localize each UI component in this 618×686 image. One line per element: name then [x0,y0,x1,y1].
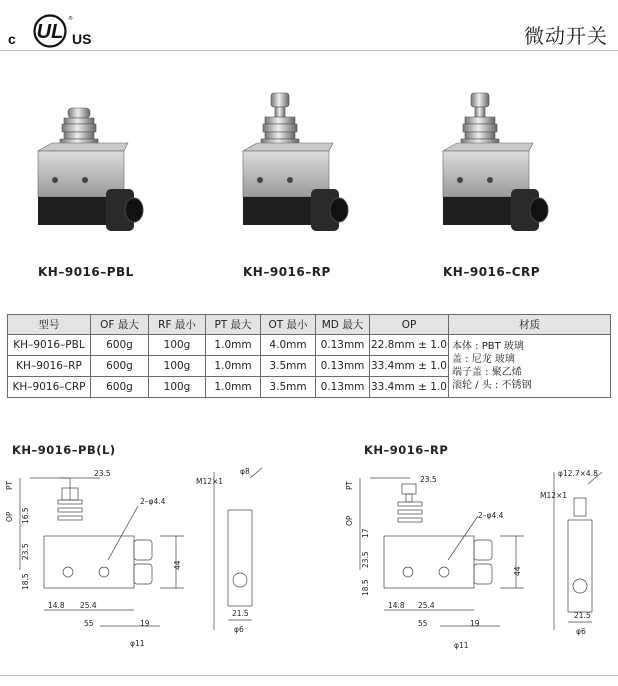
dim-h2: 18.5 [361,579,370,596]
material-cover: 盖 : 尼龙 玻璃 [452,354,515,365]
dim-op-height: 17 [361,528,370,538]
dim-h1: 23.5 [21,543,30,560]
header-op: OP [370,315,449,335]
dim-top-dia: φ8 [240,467,250,476]
spec-table [7,314,611,398]
header-divider [0,50,618,51]
dim-height: 44 [513,566,522,576]
cell-model: KH–9016–PBL [8,335,91,356]
dim-h1: 23.5 [361,551,370,568]
dim-top-width: 23.5 [94,469,111,478]
header-md-max: MD 最大 [316,315,370,335]
cell-pt: 1.0mm [206,356,261,377]
material-terminal-cover: 端子盖 : 聚乙烯 [452,367,522,378]
product-photo-rp [225,85,375,255]
dim-pt: PT [5,480,14,490]
material-roller-head: 滚轮 / 头 : 不锈钢 [452,380,532,391]
dim-bottom2: 25.4 [418,601,435,610]
cell-of: 600g [91,335,149,356]
dim-bottom-dia: φ6 [576,627,586,636]
cell-md: 0.13mm [316,377,370,398]
footer-divider [0,675,618,676]
drawing-title-rp: KH–9016–RP [364,443,449,457]
dim-thread: M12×1 [540,491,568,500]
cell-ot: 3.5mm [261,377,316,398]
dim-top-width: 23.5 [420,475,437,484]
svg-text:®: ® [68,16,73,22]
dim-op: OP [345,515,354,526]
switch-illustration-plunger [20,85,170,255]
table-header-row [8,315,611,335]
dimension-drawing-pbl [0,460,300,660]
cell-rf: 100g [149,356,206,377]
product-name-pbl: KH–9016–PBL [38,265,134,279]
table-row [8,335,611,356]
dim-thread: M12×1 [196,477,224,486]
cell-rf: 100g [149,377,206,398]
product-name-rp: KH–9016–RP [243,265,331,279]
dim-right-ext: 19 [140,619,150,628]
cell-pt: 1.0mm [206,335,261,356]
dim-side-width: 21.5 [232,609,249,618]
page-title: 微动开关 [524,24,608,48]
dim-op: OP [5,511,14,522]
switch-illustration-roller [225,85,375,255]
dim-conduit: φ11 [130,639,145,648]
cell-material [449,335,611,398]
cell-ot: 4.0mm [261,335,316,356]
dim-bottom1: 14.8 [388,601,405,610]
header-ot-min: OT 最小 [261,315,316,335]
header-model: 型号 [8,315,91,335]
cell-md: 0.13mm [316,356,370,377]
dim-bottom1: 14.8 [48,601,65,610]
dim-total-width: 55 [418,619,428,628]
dim-h2: 18.5 [21,573,30,590]
cell-model: KH–9016–CRP [8,377,91,398]
dimension-drawing-rp [340,460,618,660]
dim-hole: 2–φ4.4 [140,497,166,506]
cell-rf: 100g [149,335,206,356]
dim-bottom-dia: φ6 [234,625,244,634]
product-photo-crp [425,85,575,255]
cell-op: 33.4mm ± 1.0 [370,377,449,398]
cell-of: 600g [91,377,149,398]
header-of-max: OF 最大 [91,315,149,335]
cell-pt: 1.0mm [206,377,261,398]
dim-pt: PT [345,480,354,490]
dim-op-height: 16.5 [21,507,30,524]
ul-logo-us: US [72,31,92,47]
dim-conduit: φ11 [454,641,469,650]
material-body: 本体 : PBT 玻璃 [452,341,524,352]
dim-total-width: 55 [84,619,94,628]
cell-of: 600g [91,356,149,377]
ul-logo-c: c [8,31,16,47]
switch-illustration-roller [425,85,575,255]
page-header [0,0,618,52]
drawing-title-pbl: KH–9016–PB(L) [12,443,116,457]
dim-hole: 2–φ4.4 [478,511,504,520]
cell-md: 0.13mm [316,335,370,356]
ul-logo-mark: UL [36,21,64,43]
product-name-crp: KH–9016–CRP [443,265,541,279]
cell-model: KH–9016–RP [8,356,91,377]
ul-certification-logo [8,14,104,48]
dim-right-ext: 19 [470,619,480,628]
header-rf-min: RF 最小 [149,315,206,335]
dim-height: 44 [173,560,182,570]
header-pt-max: PT 最大 [206,315,261,335]
dim-top-dia: φ12.7×4.8 [558,469,598,478]
dim-bottom2: 25.4 [80,601,97,610]
header-material: 材质 [449,315,611,335]
cell-op: 33.4mm ± 1.0 [370,356,449,377]
cell-ot: 3.5mm [261,356,316,377]
cell-op: 22.8mm ± 1.0 [370,335,449,356]
dim-side-width: 21.5 [574,611,591,620]
product-photo-pbl [20,85,170,255]
